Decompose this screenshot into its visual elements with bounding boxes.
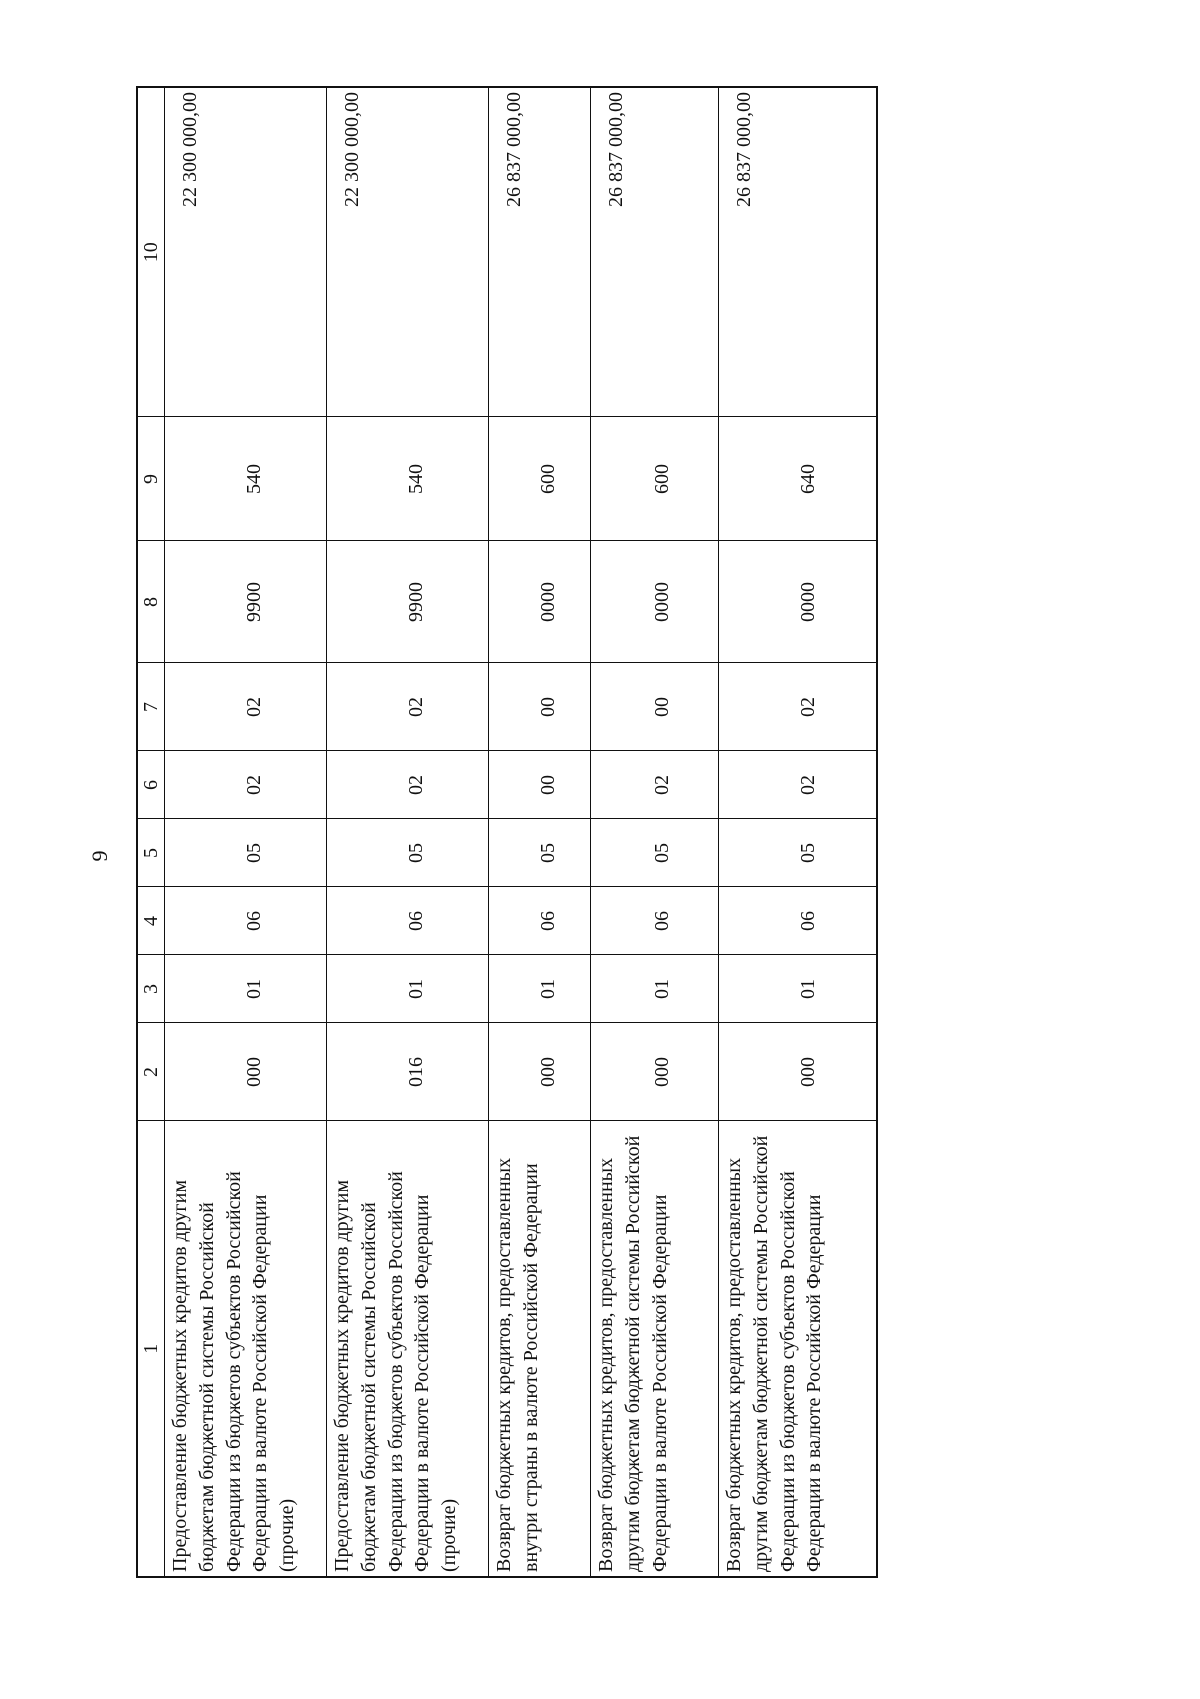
description-cell: Возврат бюджетных кредитов, предоставленных другим бюджетам бюджетной системы Российской Федерации в валюте Российской Федерации: [591, 1121, 719, 1577]
code-cell: 06: [489, 887, 591, 955]
code-cell: 01: [719, 955, 877, 1023]
code-cell: 02: [719, 663, 877, 751]
code-cell: 000: [719, 1023, 877, 1121]
code-cell: 02: [165, 751, 327, 819]
table-rotation-frame: [136, 88, 876, 1578]
header-cell: 3: [137, 955, 165, 1023]
header-cell: 6: [137, 751, 165, 819]
description-cell: Возврат бюджетных кредитов, предоставленных внутри страны в валюте Российской Федерации: [489, 1121, 591, 1577]
amount-cell: 22 300 000,00: [165, 87, 327, 417]
code-cell: 05: [489, 819, 591, 887]
code-cell: 016: [327, 1023, 489, 1121]
header-cell: 10: [137, 87, 165, 417]
code-cell: 05: [719, 819, 877, 887]
description-cell: Предоставление бюджетных кредитов другим бюджетам бюджетной системы Российской Федерации из бюджетов субъектов Российской Федерации в валюте Российской Федерации (прочие): [165, 1121, 327, 1577]
code-cell: 000: [591, 1023, 719, 1121]
table-row: [719, 87, 877, 1577]
code-cell: 640: [719, 417, 877, 541]
code-cell: 06: [591, 887, 719, 955]
code-cell: 540: [165, 417, 327, 541]
code-cell: 02: [327, 751, 489, 819]
rotated-table-container: [136, 88, 876, 1578]
code-cell: 9900: [327, 541, 489, 663]
code-cell: 06: [719, 887, 877, 955]
code-cell: 00: [489, 751, 591, 819]
code-cell: 00: [591, 663, 719, 751]
table-row: [489, 87, 591, 1577]
description-cell: Возврат бюджетных кредитов, предоставленных другим бюджетам бюджетной системы Российской Федерации из бюджетов субъектов Российской Федерации в валюте Российской Федерации: [719, 1121, 877, 1577]
budget-sources-table: [136, 86, 878, 1578]
code-cell: 05: [591, 819, 719, 887]
header-cell: 4: [137, 887, 165, 955]
amount-cell: 26 837 000,00: [591, 87, 719, 417]
header-cell: 5: [137, 819, 165, 887]
code-cell: 9900: [165, 541, 327, 663]
code-cell: 540: [327, 417, 489, 541]
code-cell: 06: [165, 887, 327, 955]
page-number: 9: [87, 850, 112, 862]
header-cell: 2: [137, 1023, 165, 1121]
table-row: [327, 87, 489, 1577]
description-cell: Предоставление бюджетных кредитов другим бюджетам бюджетной системы Российской Федерации из бюджетов субъектов Российской Федерации в валюте Российской Федерации (прочие): [327, 1121, 489, 1577]
header-row: [137, 87, 165, 1577]
code-cell: 000: [489, 1023, 591, 1121]
code-cell: 01: [165, 955, 327, 1023]
code-cell: 05: [165, 819, 327, 887]
code-cell: 06: [327, 887, 489, 955]
code-cell: 0000: [591, 541, 719, 663]
code-cell: 01: [489, 955, 591, 1023]
header-cell: 9: [137, 417, 165, 541]
code-cell: 00: [489, 663, 591, 751]
code-cell: 0000: [719, 541, 877, 663]
code-cell: 02: [327, 663, 489, 751]
code-cell: 0000: [489, 541, 591, 663]
header-cell: 7: [137, 663, 165, 751]
amount-cell: 26 837 000,00: [489, 87, 591, 417]
code-cell: 600: [489, 417, 591, 541]
header-cell: 8: [137, 541, 165, 663]
code-cell: 000: [165, 1023, 327, 1121]
code-cell: 01: [591, 955, 719, 1023]
code-cell: 02: [165, 663, 327, 751]
code-cell: 600: [591, 417, 719, 541]
code-cell: 05: [327, 819, 489, 887]
amount-cell: 22 300 000,00: [327, 87, 489, 417]
header-cell: 1: [137, 1121, 165, 1577]
amount-cell: 26 837 000,00: [719, 87, 877, 417]
table-row: [591, 87, 719, 1577]
table-row: [165, 87, 327, 1577]
code-cell: 02: [719, 751, 877, 819]
code-cell: 01: [327, 955, 489, 1023]
code-cell: 02: [591, 751, 719, 819]
